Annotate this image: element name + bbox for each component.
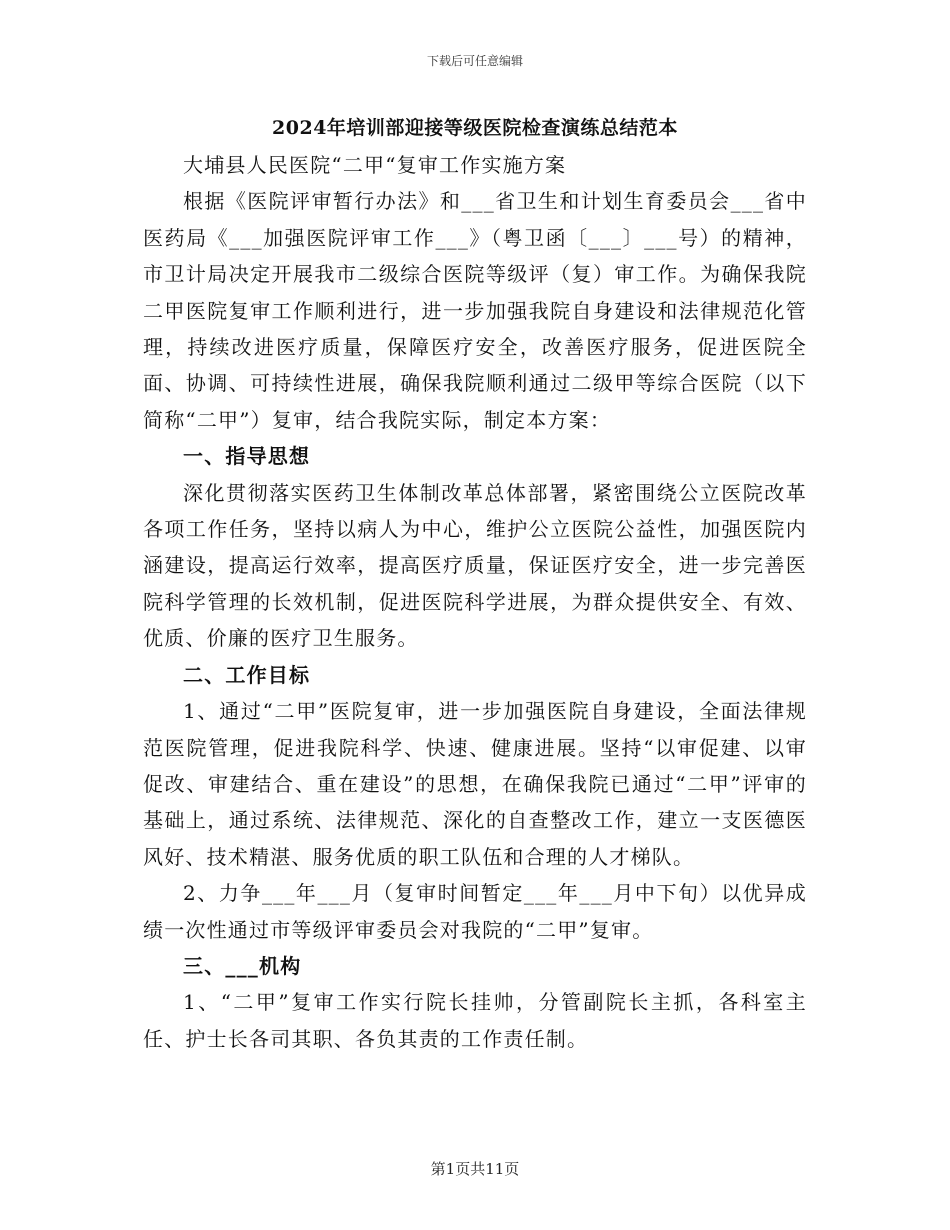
paragraph-guiding-thought: 深化贯彻落实医药卫生体制改革总体部署，紧密围绕公立医院改革各项工作任务，坚持以病人为中心，维护公立医院公益性，加强医院内涵建设，提高运行效率，提高医疗质量，保证医疗安全，进一步完善医院科学管理的长效机制，促进医院科学进展，为群众提供安全、有效、优质、价廉的医疗卫生服务。 xyxy=(143,480,807,651)
section-heading-work-goals: 二、工作目标 xyxy=(183,662,311,687)
paragraph-goal-1: 1、通过“二甲”医院复审，进一步加强医院自身建设，全面法律规范医院管理，促进我院科学、快速、健康进展。坚持“以审促建、以审促改、审建结合、重在建设”的思想，在确保我院已通过“二甲”评审的基础上，通过系统、法律规范、深化的自查整改工作，建立一支医德医风好、技术精湛、服务优质的职工队伍和合理的人才梯队。 xyxy=(143,699,807,869)
document-body xyxy=(143,147,807,1057)
document-title: 2024年培训部迎接等级医院检查演练总结范本 xyxy=(272,117,678,139)
section-heading-guiding-thought: 一、指导思想 xyxy=(183,444,311,469)
paragraph-intro: 根据《医院评审暂行办法》和___省卫生和计划生育委员会___省中医药局《___加强医院评审工作___》（粤卫函〔___〕___号）的精神，市卫计局决定开展我市二级综合医院等级评（复）审工作。为确保我院二甲医院复审工作顺利进行，进一步加强我院自身建设和法律规范化管理，持续改进医疗质量，保障医疗安全，改善医疗服务，促进医院全面、协调、可持续性进展，确保我院顺利通过二级甲等综合医院（以下简称“二甲”）复审，结合我院实际，制定本方案： xyxy=(143,189,807,432)
paragraph-plan-title: 大埔县人民医院“二甲“复审工作实施方案 xyxy=(183,153,567,177)
page-number: 第1页共11页 xyxy=(430,1160,520,1178)
paragraph-organization-1: 1、“二甲”复审工作实行院长挂帅，分管副院长主抓，各科室主任、护士长各司其职、各负其责的工作责任制。 xyxy=(143,990,807,1051)
section-heading-organization: 三、___机构 xyxy=(183,953,302,978)
page-header-note: 下载后可任意编辑 xyxy=(426,54,523,68)
paragraph-goal-2: 2、力争___年___月（复审时间暂定___年___月中下旬）以优异成绩一次性通过市等级评审委员会对我院的“二甲”复审。 xyxy=(143,881,807,942)
